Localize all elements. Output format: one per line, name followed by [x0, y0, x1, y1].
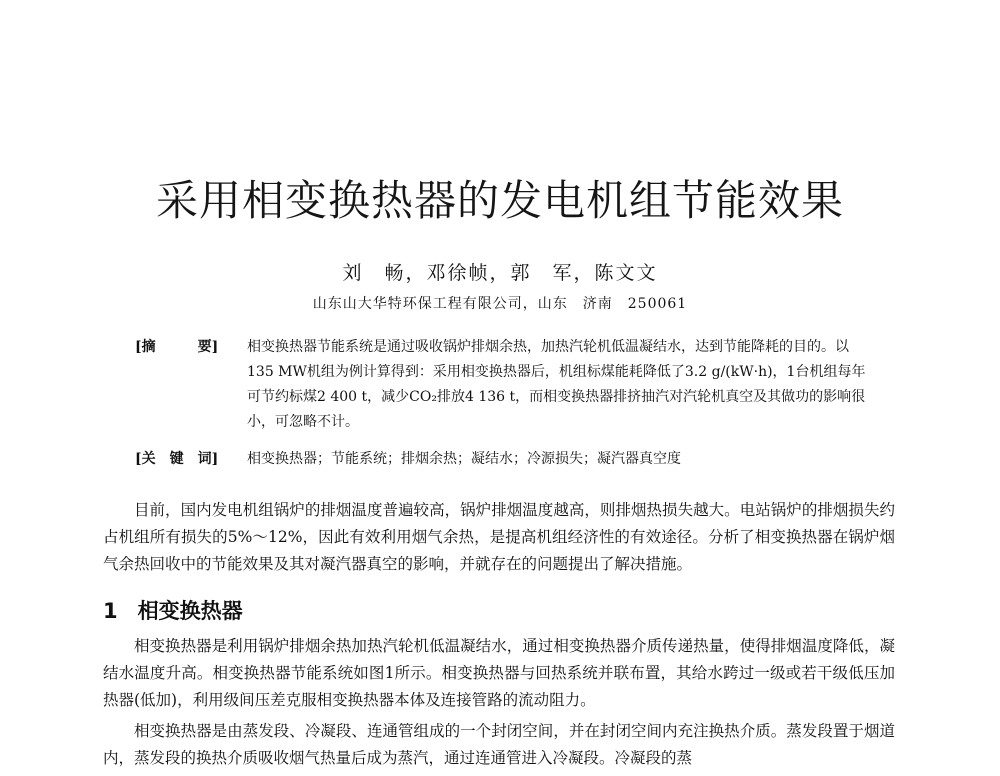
section-heading — [103, 595, 243, 625]
paper-title: 采用相变换热器的发电机组节能效果 — [155, 176, 844, 225]
author-list: 刘 畅，邓徐帧，郭 军，陈文文 — [342, 262, 658, 284]
abstract — [135, 335, 870, 435]
keywords-label-text: 关 键 词 — [141, 451, 212, 467]
author-affiliation: 山东山大华特环保工程有限公司，山东 济南 250061 — [312, 296, 688, 312]
keywords-label-close: ] — [211, 451, 219, 467]
abstract-label-open: [ — [135, 339, 142, 355]
keywords-label-open: [ — [135, 451, 142, 467]
intro-paragraph: 目前，国内发电机组锅炉的排烟温度普遍较高，锅炉排烟温度越高，则排烟热损失越大。电站锅炉的排烟损失约占机组所有损失的5%～12%，因此有效利用烟气余热，是提高机组经济性的有效途径。分析了相变换热器在锅炉烟气余热回收中的节能效果及其对凝汽器真空的影响，并就存在的问题提出了解决措施。 — [103, 501, 895, 573]
section-paragraph-2: 相变换热器是由蒸发段、冷凝段、连通管组成的一个封闭空间，并在封闭空间内充注换热介质。蒸发段置于烟道内，蒸发段的换热介质吸收烟气热量后成为蒸汽，通过连通管进入冷凝段。冷凝段的蒸 — [103, 722, 895, 767]
abstract-label-text: 摘 要 — [141, 339, 212, 355]
section-title: 相变换热器 — [137, 599, 243, 623]
abstract-label-close: ] — [211, 339, 219, 355]
section-number: 1 — [103, 599, 118, 623]
abstract-text: 相变换热器节能系统是通过吸收锅炉排烟余热，加热汽轮机低温凝结水，达到节能降耗的目的。以135 MW机组为例计算得到：采用相变换热器后，机组标煤能耗降低了3.2 g/(kW·h)，1台机组每年可节约标煤2 400 t，减少CO₂排放4 136 t，而相变换热器排挤抽汽对汽轮机真空及其做功的影响很小，可忽略不计。 — [247, 339, 866, 430]
abstract-label — [135, 335, 245, 360]
section-paragraph-1: 相变换热器是利用锅炉排烟余热加热汽轮机低温凝结水，通过相变换热器介质传递热量，使得排烟温度降低，凝结水温度升高。相变换热器节能系统如图1所示。相变换热器与回热系统并联布置，其给水跨过一级或若干级低压加热器(低加)，利用级间压差克服相变换热器本体及连接管路的流动阻力。 — [103, 637, 895, 709]
keywords-label — [135, 447, 218, 472]
keywords — [135, 447, 870, 472]
keywords-text: 相变换热器；节能系统；排烟余热；凝结水；冷源损失；凝汽器真空度 — [247, 451, 681, 467]
